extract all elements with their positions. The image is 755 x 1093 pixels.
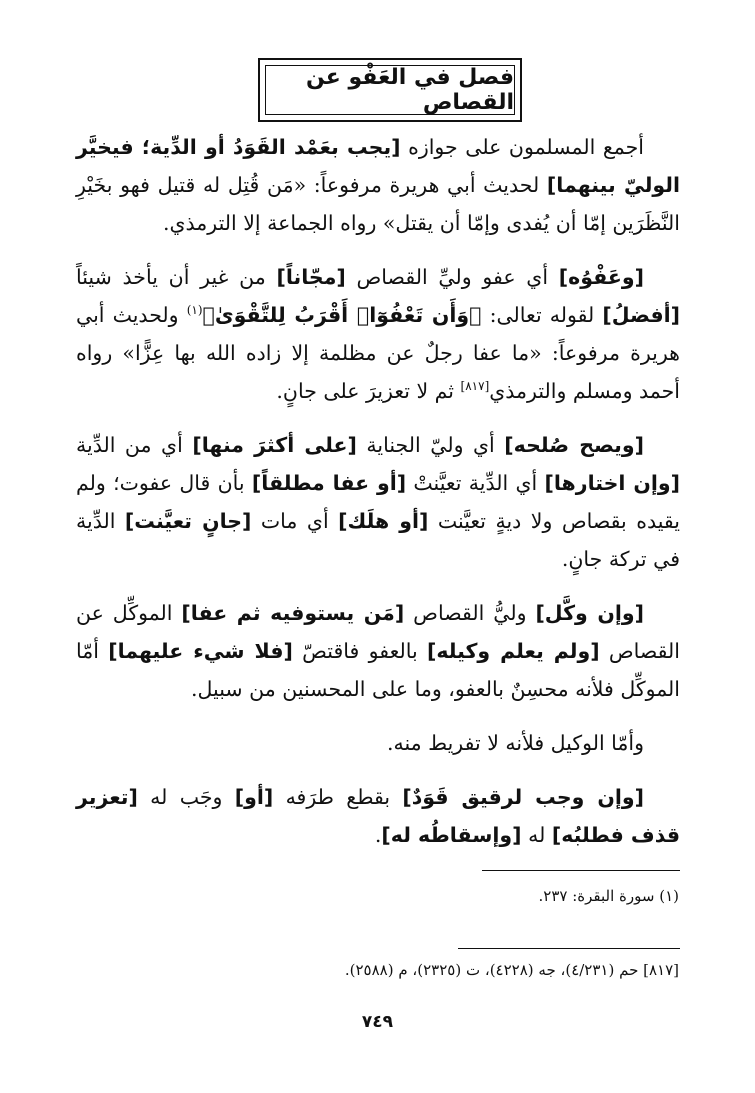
paragraph-2 <box>76 258 680 410</box>
matn-text: [وإن وجب لرقيق قَوَدٌ] <box>402 785 644 809</box>
matn-text: [على أكثرَ منها] <box>192 433 357 457</box>
chapter-title: فصل في العَفْو عن القصاص <box>265 65 515 115</box>
footnote-ref: (١) <box>186 303 203 318</box>
text-run: أي عفو وليِّ القصاص <box>345 265 559 289</box>
text-run: . <box>374 823 382 847</box>
text-run: وليُّ القصاص <box>404 601 536 625</box>
text-run: أجمع المسلمون على جوازه <box>400 135 644 159</box>
matn-text: [فلا شيء عليهما] <box>108 639 293 663</box>
chapter-title-frame <box>258 58 522 122</box>
footnote-hadith-sources: [٨١٧] حم (٤/٢٣١)، جه (٤٢٢٨)، ت (٢٣٢٥)، م (٢٥٨٨). <box>344 961 679 979</box>
matn-text: [وعَفْوُه] <box>558 265 644 289</box>
matn-text: [أو هلَك] <box>338 509 429 533</box>
text-run: وجَب له <box>137 785 235 809</box>
matn-text: [وإن وكَّل] <box>535 601 644 625</box>
matn-text: [تعزير قذف فطلبُه] <box>76 785 680 847</box>
footnote-divider <box>482 870 680 871</box>
paragraph-6 <box>76 778 680 854</box>
footnote-quran: (١) سورة البقرة: ٢٣٧. <box>538 887 679 905</box>
paragraph-3 <box>76 426 680 578</box>
paragraph-1 <box>76 128 680 242</box>
text-run: الموكِّل عن القصاص <box>76 601 680 663</box>
text-run: بأن قال عفوت؛ ولم يقيده بقصاص ولا ديةٍ تعيَّنت <box>76 471 680 533</box>
text-run: الدِّية في تركة جانٍ. <box>76 509 680 571</box>
text-run: لقوله تعالى: <box>481 303 603 327</box>
matn-text: [أفضلُ] <box>602 303 681 327</box>
text-run: له <box>521 823 552 847</box>
matn-text: [وإن اختارها] <box>544 471 680 495</box>
paragraph-5: وأمّا الوكيل فلأنه لا تفريط منه. <box>386 731 644 755</box>
text-run: أي وليّ الجناية <box>356 433 505 457</box>
matn-text: [يجب بعَمْد القَوَدُ أو الدِّية؛ فيخيَّر الوليّ بينهما] <box>76 135 680 197</box>
text-run: أي الدِّية تعيَّنتْ <box>406 471 545 495</box>
hadith-ref: [٨١٧] <box>460 379 490 394</box>
text-run: بقطع طرَفه <box>273 785 403 809</box>
text-run: أي مات <box>251 509 339 533</box>
text-run: لحديث أبي هريرة مرفوعاً: «مَن قُتِل له قتيل فهو بخَيْرِ النَّظَرَين إمّا أن يُفدى وإمّا أن يقتل» رواه الجماعة إلا الترمذي. <box>76 173 680 235</box>
paragraph-4 <box>76 594 680 708</box>
footnote-divider <box>458 948 680 949</box>
matn-text: [مَن يستوفيه ثم عفا] <box>181 601 405 625</box>
matn-text: [مجّاناً] <box>276 265 346 289</box>
text-run: من غير أن يأخذ شيئاً <box>76 265 277 289</box>
matn-text: [ويصح صُلحه] <box>504 433 644 457</box>
page-number: ٧٤٩ <box>361 1012 394 1032</box>
quran-verse: ﴿وَأَن تَعْفُوٓا۟ أَقْرَبُ لِلتَّقْوَىٰ﴾ <box>202 303 482 327</box>
main-text <box>76 128 680 870</box>
matn-text: [أو] <box>234 785 274 809</box>
matn-text: [أو عفا مطلقاً] <box>251 471 407 495</box>
matn-text: [وإسقاطُه له] <box>381 823 522 847</box>
text-run: أي من الدِّية <box>76 433 193 457</box>
text-run: ثم لا تعزيرَ على جانٍ. <box>276 379 461 403</box>
text-run: بالعفو فاقتصّ <box>292 639 427 663</box>
matn-text: [جانٍ تعيَّنت] <box>124 509 252 533</box>
text-run: ولحديث أبي هريرة مرفوعاً: «ما عفا رجلٌ عن مظلمة إلا زاده الله بها عِزًّا» رواه أحمد ومسلم والترمذي <box>76 303 680 403</box>
text-run: أمّا الموكِّل فلأنه محسِنٌ بالعفو، وما على المحسنين من سبيل. <box>76 639 680 701</box>
matn-text: [ولم يعلم وكيله] <box>426 639 600 663</box>
